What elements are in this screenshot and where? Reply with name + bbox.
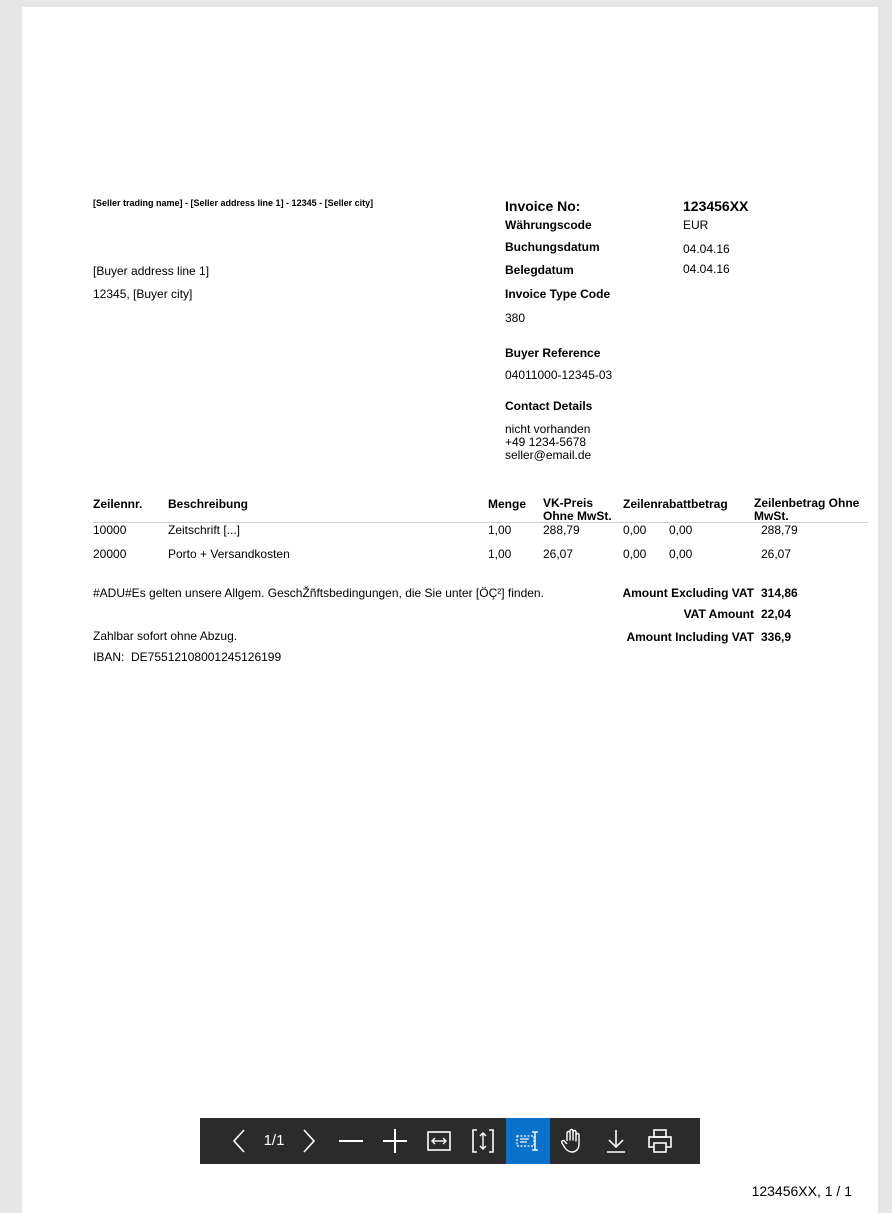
buyer-reference-label: Buyer Reference bbox=[505, 346, 601, 360]
fit-height-icon bbox=[470, 1128, 496, 1154]
row-discount-secondary: 0,00 bbox=[669, 523, 693, 537]
viewer-toolbar bbox=[200, 1118, 700, 1164]
download-button[interactable] bbox=[594, 1118, 638, 1164]
row-quantity: 1,00 bbox=[488, 547, 512, 561]
column-header-line-amount-line2: MwSt. bbox=[754, 509, 789, 523]
invoice-no-value: 123456XX bbox=[683, 198, 749, 214]
contact-phone: +49 1234-5678 bbox=[505, 435, 587, 449]
row-discount: 0,00 bbox=[623, 523, 647, 537]
zoom-in-button[interactable] bbox=[373, 1118, 417, 1164]
amount-excl-vat-value: 314,86 bbox=[761, 586, 798, 600]
fit-height-button[interactable] bbox=[461, 1118, 505, 1164]
document-page bbox=[22, 7, 878, 1213]
booking-date-value: 04.04.16 bbox=[683, 242, 730, 256]
row-discount: 0,00 bbox=[623, 547, 647, 561]
contact-email: seller@email.de bbox=[505, 448, 592, 462]
invoice-type-label: Invoice Type Code bbox=[505, 287, 611, 301]
document-date-label: Belegdatum bbox=[505, 263, 574, 277]
page-indicator: 1/1 bbox=[263, 1132, 285, 1149]
booking-date-label: Buchungsdatum bbox=[505, 240, 600, 254]
column-header-line-amount-line1: Zeilenbetrag Ohne bbox=[754, 496, 860, 510]
vat-amount-label: VAT Amount bbox=[683, 607, 754, 621]
next-page-button[interactable] bbox=[287, 1118, 331, 1164]
column-header-unit-price-line1: VK-Preis bbox=[543, 496, 594, 510]
invoice-type-value: 380 bbox=[505, 311, 526, 325]
row-unit-price: 288,79 bbox=[543, 523, 580, 537]
column-header-line-amount bbox=[754, 497, 859, 523]
contact-details-label: Contact Details bbox=[505, 399, 593, 413]
buyer-reference-value: 04011000-12345-03 bbox=[505, 368, 613, 382]
chevron-left-icon bbox=[231, 1128, 247, 1154]
payment-terms: Zahlbar sofort ohne Abzug. bbox=[93, 629, 238, 643]
text-select-icon bbox=[515, 1128, 541, 1154]
row-unit-price: 26,07 bbox=[543, 547, 574, 561]
row-discount-secondary: 0,00 bbox=[669, 547, 693, 561]
print-icon bbox=[647, 1128, 673, 1154]
terms-note: #ADU#Es gelten unsere Allgem. GeschŽñftsbedingungen, die Sie unter [ÖÇ²] finden. bbox=[93, 586, 544, 600]
buyer-address-line: [Buyer address line 1] bbox=[93, 264, 210, 278]
row-description: Porto + Versandkosten bbox=[168, 547, 290, 561]
zoom-in-icon bbox=[382, 1128, 408, 1154]
currency-label: Währungscode bbox=[505, 218, 592, 232]
zoom-out-button[interactable] bbox=[329, 1118, 373, 1164]
hand-pan-icon bbox=[560, 1128, 584, 1154]
seller-header-line: [Seller trading name] - [Seller address line 1] - 12345 - [Seller city] bbox=[93, 198, 374, 208]
buyer-postcode-city: 12345, [Buyer city] bbox=[93, 287, 193, 301]
row-line-amount: 288,79 bbox=[761, 523, 798, 537]
column-header-unit-price-line2: Ohne MwSt. bbox=[543, 509, 612, 523]
print-button[interactable] bbox=[638, 1118, 682, 1164]
amount-incl-vat-label: Amount Including VAT bbox=[626, 630, 754, 644]
document-page-footer: 123456XX, 1 / 1 bbox=[751, 1183, 852, 1199]
column-header-unit-price bbox=[543, 497, 612, 523]
column-header-quantity: Menge bbox=[488, 497, 527, 511]
column-header-line-no: Zeilennr. bbox=[93, 497, 143, 511]
fit-width-button[interactable] bbox=[417, 1118, 461, 1164]
iban: IBAN: DE75512108001245126199 bbox=[93, 650, 282, 664]
row-line-no: 10000 bbox=[93, 523, 127, 537]
zoom-out-icon bbox=[338, 1128, 364, 1154]
row-line-amount: 26,07 bbox=[761, 547, 792, 561]
row-quantity: 1,00 bbox=[488, 523, 512, 537]
text-select-button[interactable] bbox=[506, 1118, 550, 1164]
invoice-no-label: Invoice No: bbox=[505, 198, 581, 214]
contact-name: nicht vorhanden bbox=[505, 422, 591, 436]
download-icon bbox=[604, 1128, 628, 1154]
column-header-line-discount: Zeilenrabattbetrag bbox=[623, 497, 728, 511]
row-line-no: 20000 bbox=[93, 547, 127, 561]
amount-excl-vat-label: Amount Excluding VAT bbox=[622, 586, 754, 600]
row-description: Zeitschrift [...] bbox=[168, 523, 241, 537]
amount-incl-vat-value: 336,9 bbox=[761, 630, 792, 644]
currency-value: EUR bbox=[683, 218, 709, 232]
hand-pan-button[interactable] bbox=[550, 1118, 594, 1164]
document-date-value: 04.04.16 bbox=[683, 262, 730, 276]
chevron-right-icon bbox=[301, 1128, 317, 1154]
fit-width-icon bbox=[426, 1129, 452, 1153]
vat-amount-value: 22,04 bbox=[761, 607, 792, 621]
column-header-description: Beschreibung bbox=[168, 497, 249, 511]
